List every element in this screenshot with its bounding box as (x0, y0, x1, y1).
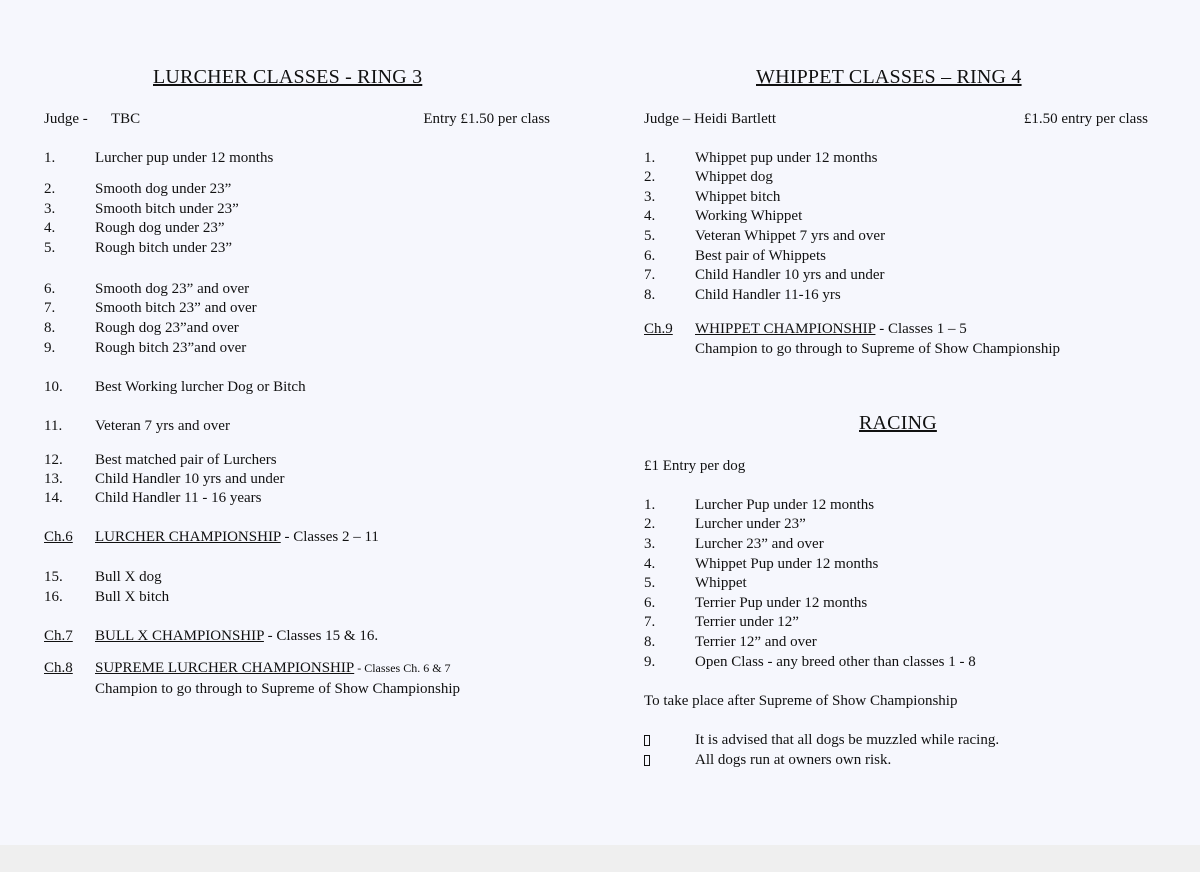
whippet-judge: Judge – Heidi Bartlett (644, 111, 777, 127)
square-bullet-icon (644, 735, 650, 746)
racing-after-note: To take place after Supreme of Show Championship (644, 693, 958, 709)
whippet-entry-fee: £1.50 entry per class (1023, 111, 1148, 127)
lurcher-judge-name: TBC (111, 111, 141, 127)
square-bullet-icon (644, 755, 650, 766)
page-bottom-strip (0, 845, 1200, 872)
racing-entry-fee: £1 Entry per dog (644, 458, 746, 474)
schedule-sheet: LURCHER CLASSES - RING 3 Judge - TBC Entry £1.50 per class 1. Lurcher pup under 12 months 2. Smooth dog under 23” 3. Smooth bitch under 23” 4. Rough dog under 23” 5. Rough bitch under 23” 6. Smooth dog 23” and over 7. Smooth bitch 23” and over 8. Rough dog 23”and over 9. Rough bitch 23”and over 10. Best Working lurcher Dog or Bitch 11. Veteran 7 yrs and over 12. Best matched pair of Lurchers 13. Child Handler 10 yrs and under 14. Child Handler 11 - 16 years Ch.6 LURCHER CHAMPIONSHIP - Classes 2 – 11 15. Bull X dog 16. Bull X bitch Ch.7 BULL X CHAMPIONSHIP - Classes 15 & 16. Ch.8 SUPREME LURCHER CHAMPIONSHIP - Classes Ch. 6 & 7 Champion to go through to Supreme of Show Championship WHIPPET CLASSES – RING 4 Judge – Heidi Bartlett £1.50 entry per class 1. Whippet pup under 12 months 2. Whippet dog 3. Whippet bitch 4. Working Whippet 5. Veteran Whippet 7 yrs and over 6. Best pair of Whippets 7. Child Handler 10 yrs and under 8. Child Handler 11-16 yrs Ch.9 WHIPPET CHAMPIONSHIP - Classes 1 – 5 Champion to go through to Supreme of Show Championship RACING £1 Entry per dog 1. Lurcher Pup under 12 months 2. Lurcher under 23” 3. Lurcher 23” and over 4. Whippet Pup under 12 months 5. Whippet 6. Terrier Pup under 12 months 7. Terrier under 12” 8. Terrier 12” and over 9. Open Class - any breed other than classes 1 - 8 To take place after Supreme of Show Championship It is advised that all dogs be muzzled while racing. All dogs run at owners own risk. (0, 0, 1200, 845)
lurcher-title: LURCHER CLASSES - RING 3 (153, 66, 423, 88)
whippet-title: WHIPPET CLASSES – RING 4 (756, 66, 1022, 88)
lurcher-entry-fee: Entry £1.50 per class (423, 111, 550, 127)
ch9-note: Champion to go through to Supreme of Show Championship (695, 341, 1060, 357)
racing-title: RACING (859, 412, 937, 434)
lurcher-judge-label: Judge - (44, 111, 88, 127)
ch8-note: Champion to go through to Supreme of Show Championship (95, 681, 460, 697)
